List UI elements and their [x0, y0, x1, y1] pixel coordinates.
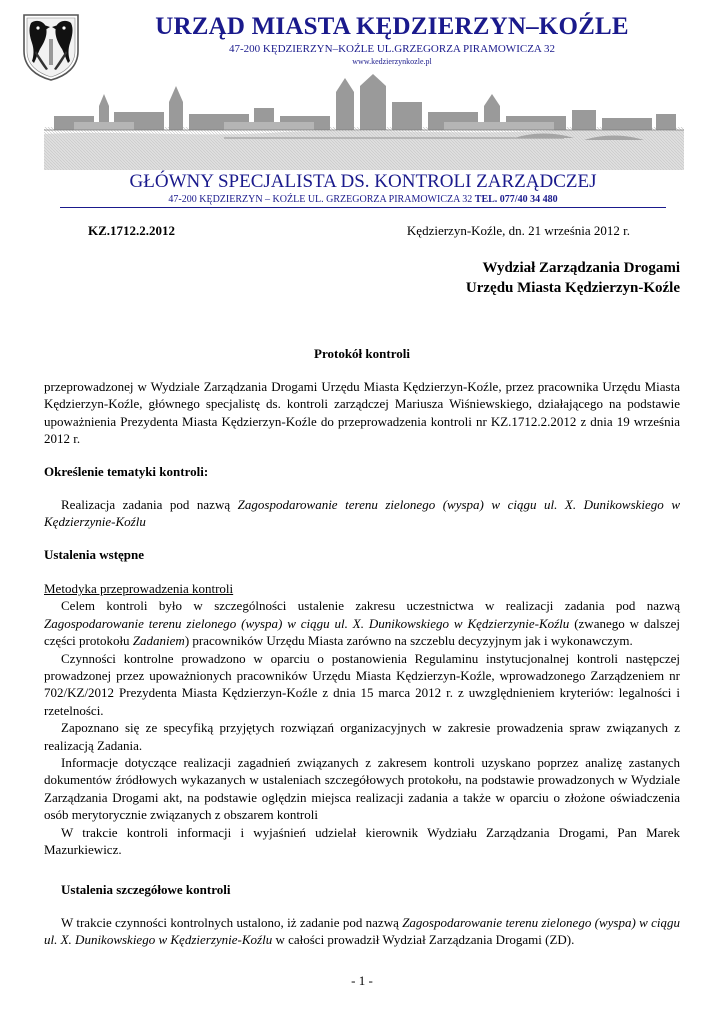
preliminary-heading: Ustalenia wstępne: [44, 547, 145, 562]
detailed-findings-paragraph: [44, 914, 680, 949]
org-title: URZĄD MIASTA KĘDZIERZYN–KOŹLE: [155, 13, 629, 40]
methodology-paragraph-4: Informacje dotyczące realizacji zagadnień związanych z zakresem kontroli uzyskano poprzez analizę zastanych dokumentów źródłowych wykazanych w ustaleniach szczegółowych protokołu, na podstawie prowadzonych w Wydziale Zarządzania Drogami akt, na podstawie oględzin miejsca realizacji zadania a także w oparciu o złożone oświadczenia osób merytorycznie związanych z obszarem kontroli: [44, 755, 680, 823]
findings-text-a: W trakcie czynności kontrolnych ustalono, iż zadanie pod nazwą: [61, 915, 403, 930]
document-title: Protokół kontroli: [314, 346, 410, 361]
recipient-line-1: Wydział Zarządzania Drogami: [482, 260, 680, 276]
methodology-paragraph-3: Zapoznano się ze specyfiką przyjętych rozwiązań organizacyjnych w zakresie prowadzenia spraw związanych z realizacją Zadania.: [44, 720, 680, 753]
methodology-paragraph-1: [44, 597, 680, 649]
department-title: GŁÓWNY SPECJALISTA DS. KONTROLI ZARZĄDCZEJ: [129, 171, 597, 192]
methodology-heading: Metodyka przeprowadzenia kontroli: [44, 581, 234, 596]
topic-task-name: Zagospodarowanie terenu zielonego (wyspa) w ciągu ul. X. Dunikowskiego w Kędzierzynie-Koźlu: [44, 497, 680, 530]
document-reference: KZ.1712.2.2012: [88, 223, 176, 238]
department-address: 47-200 KĘDZIERZYN – KOŹLE UL. GRZEGORZA PIRAMOWICZA 32: [168, 194, 473, 205]
coat-of-arms-icon: [22, 13, 80, 81]
org-website: www.kedzierzynkozle.pl: [352, 57, 432, 66]
document-date: Kędzierzyn-Koźle, dn. 21 września 2012 r.: [406, 223, 630, 238]
methodology-p1-text-c: (zwanego w dalszej części protokołu: [44, 615, 680, 649]
topic-prefix: Realizacja zadania pod nazwą: [61, 497, 238, 512]
topic-paragraph: [44, 496, 680, 531]
methodology-p1-task-name: Zagospodarowanie terenu zielonego (wyspa) w ciągu ul. X. Dunikowskiego w Kędzierzynie-Koźlu: [44, 615, 570, 631]
intro-paragraph: przeprowadzonej w Wydziale Zarządzania Drogami Urzędu Miasta Kędzierzyn-Koźle, przez pracownika Urzędu Miasta Kędzierzyn-Koźle, głównego specjalistę ds. kontroli zarządczej Mariusza Wiśniewskiego, działającego na podstawie upoważnienia Prezydenta Miasta Kędzierzyn-Koźle do przeprowadzenia kontroli nr KZ.1712.2.2012 z dnia 19 września 2012 r.: [44, 379, 680, 447]
recipient-line-2: Urzędu Miasta Kędzierzyn-Koźle: [465, 280, 680, 296]
findings-task-name: Zagospodarowanie terenu zielonego (wyspa) w ciągu ul. X. Dunikowskiego w Kędzierzynie-Koźlu: [44, 915, 681, 948]
org-address: 47-200 KĘDZIERZYN–KOŹLE UL.GRZEGORZA PIRAMOWICZA 32: [229, 43, 555, 55]
header-divider: [60, 207, 666, 208]
topic-heading: Określenie tematyki kontroli:: [44, 464, 209, 479]
department-phone: TEL. 077/40 34 480: [474, 194, 558, 205]
recipient-block: [466, 258, 680, 298]
findings-text-c: w całości prowadził Wydział Zarządzania Drogami (ZD).: [272, 932, 575, 948]
methodology-section: [44, 580, 680, 859]
city-panorama-icon: [44, 72, 684, 170]
page-number: - 1 -: [351, 973, 373, 988]
methodology-p1-text-e: ) pracowników Urzędu Miasta zarówno na szczeblu decyzyjnym jak i wykonawczym.: [184, 633, 633, 649]
department-address-line: [60, 194, 666, 206]
methodology-p1-text-a: Celem kontroli było w szczególności ustalenie zakresu uczestnictwa w realizacji zadania pod nazwą: [61, 598, 680, 614]
methodology-p1-task-alias: Zadaniem: [132, 633, 185, 649]
methodology-paragraph-2: Czynności kontrolne prowadzono w oparciu o postanowienia Regulaminu instytucjonalnej kontroli następczej prowadzonej przez upoważnionych pracowników Urzędu Miasta Kędzierzyn-Koźle, wprowadzonego Zarządzeniem nr 702/KZ/2012 Prezydenta Miasta Kędzierzyn-Koźle z dnia 15 marca 2012 r. z uwzględnieniem kryteriów: legalności i rzetelności.: [44, 650, 680, 718]
detailed-findings-heading: Ustalenia szczegółowe kontroli: [61, 882, 231, 897]
methodology-paragraph-5: W trakcie kontroli informacji i wyjaśnień udzielał kierownik Wydziału Zarządzania Drogami, Pan Marek Mazurkiewicz.: [44, 824, 680, 858]
